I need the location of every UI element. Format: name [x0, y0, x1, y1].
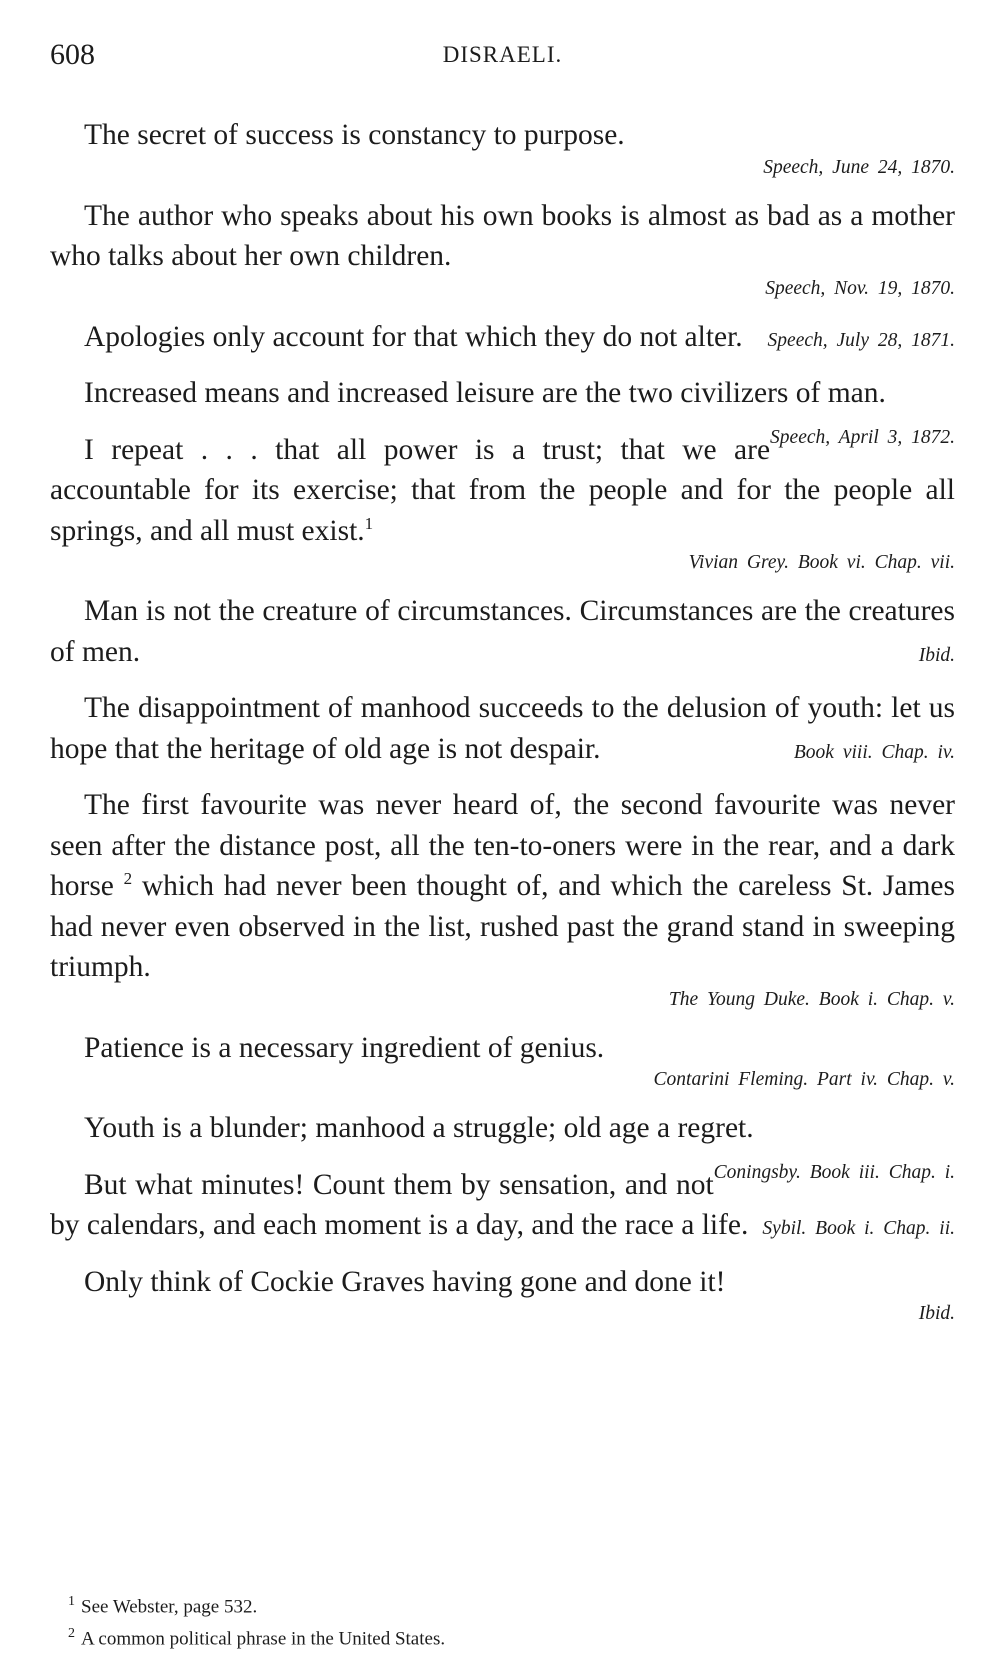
quote-text [50, 688, 955, 769]
quote-source: Speech, July 28, 1871. [767, 329, 955, 351]
page-header [50, 38, 955, 78]
running-head: DISRAELI. [442, 42, 563, 67]
footnote [68, 1620, 948, 1652]
quote [50, 373, 955, 448]
quote-text [50, 317, 955, 358]
quote [50, 591, 955, 672]
quote-text-body: Man is not the creature of circumstances. Circumstances are the creatures of men. [50, 595, 955, 668]
quotation-list [50, 115, 955, 1342]
quote-source: Vivian Grey. Book vi. Chap. vii. [688, 552, 955, 573]
quote-text: Only think of Cockie Graves having gone and done it! [84, 1265, 726, 1298]
quote-source: Speech, Nov. 19, 1870. [765, 277, 955, 299]
quote-text [50, 373, 955, 448]
footnote-reference: 1 [364, 513, 374, 533]
quote [50, 785, 955, 1012]
quote-source: Speech, April 3, 1872. [770, 426, 955, 448]
quote-source: Contarini Fleming. Part iv. Chap. v. [653, 1069, 955, 1090]
book-page [50, 0, 955, 1677]
quote [50, 196, 955, 301]
quote-text [50, 785, 955, 988]
quote-source: Ibid. [918, 1303, 955, 1324]
quote-text-body: But what minutes! Count them by sensation, and not by calendars, and each moment is a day, and the race a life. [50, 1168, 749, 1241]
quote-text-body: I repeat . . . that all power is a trust; that we are accountable for its exercise; that from the people and for the people all springs, and all must exist. [50, 433, 955, 547]
quote-text-body: The disappointment of manhood succeeds to the delusion of youth: let us hope that the heritage of old age is not despair. [50, 692, 955, 765]
quote-source: The Young Duke. Book i. Chap. v. [668, 988, 955, 1010]
footnote-mark: 2 [68, 1626, 75, 1642]
quote [50, 1028, 955, 1093]
footnote-text: See Webster, page 532. [81, 1596, 258, 1618]
footnote [68, 1588, 948, 1620]
quote-text-body: The first favourite was never heard of, the second favourite was never seen after the distance post, all the ten-to-oners were in the rear, and a dark horse [50, 789, 955, 902]
page-number: 608 [50, 38, 95, 71]
quote-source: Speech, June 24, 1870. [763, 156, 955, 178]
footnote-text: A common political phrase in the United States. [81, 1628, 446, 1650]
quote-source: Ibid. [918, 644, 955, 666]
quote-text-body: Apologies only account for that which they do not alter. [84, 320, 743, 353]
quote [50, 317, 955, 358]
quote-text: The secret of success is constancy to purpose. [84, 119, 625, 151]
quote-text-body: which had never been thought of, and which the careless St. James had never even observed in the list, rushed past the grand stand in sweeping triumph. [50, 870, 955, 983]
footnote-mark: 1 [68, 1594, 75, 1609]
quote-text [50, 591, 955, 672]
quote-text-body: Youth is a blunder; manhood a struggle; old age a regret. [84, 1112, 754, 1144]
quote-text: Patience is a necessary ingredient of genius. [84, 1031, 605, 1064]
quote [50, 1262, 955, 1327]
quote-text [50, 1108, 955, 1183]
footnotes [68, 1588, 948, 1653]
quote-text: The author who speaks about his own books is almost as bad as a mother who talks about her own children. [50, 199, 955, 272]
quote [50, 688, 955, 769]
quote [50, 1108, 955, 1183]
quote [50, 115, 955, 180]
quote-source: Sybil. Book i. Chap. ii. [762, 1218, 955, 1239]
footnote-reference: 2 [123, 869, 133, 889]
quote-text-body: Increased means and increased leisure are the two civilizers of man. [84, 377, 886, 409]
quote-source: Coningsby. Book iii. Chap. i. [713, 1161, 955, 1183]
quote-source: Book viii. Chap. iv. [793, 741, 955, 763]
